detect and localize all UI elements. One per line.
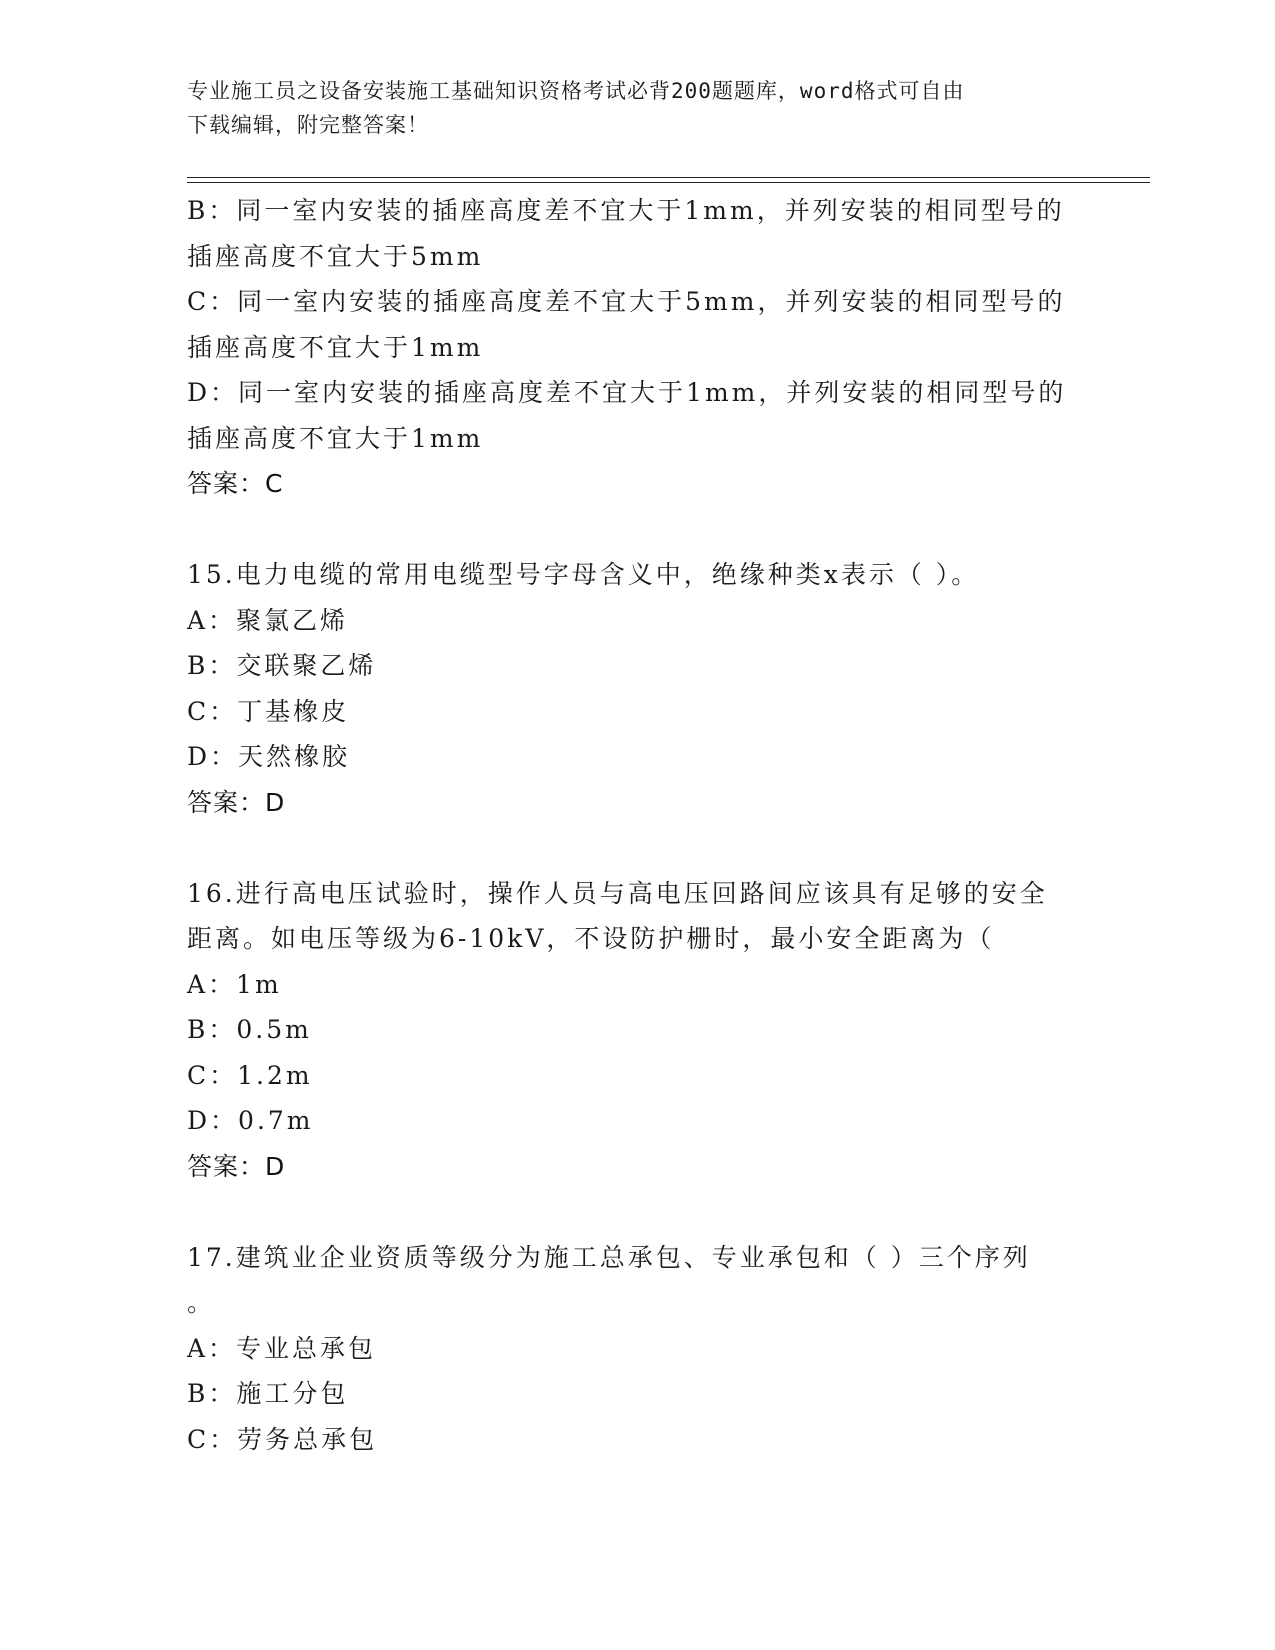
question-17: [187, 1235, 1087, 1463]
question-stem-line-1: 16.进行高电压试验时，操作人员与高电压回路间应该具有足够的安全: [187, 878, 1048, 908]
option-c-line-2: 插座高度不宜大于1mm: [187, 332, 484, 362]
option-b: B：0.5m: [187, 1015, 312, 1044]
option-c: C：劳务总承包: [187, 1424, 378, 1454]
option-b-line-2: 插座高度不宜大于5mm: [187, 241, 484, 271]
answer-line: 答案：D: [187, 1151, 286, 1181]
option-d: D：天然橡胶: [187, 742, 351, 771]
option-c: C：丁基橡皮: [187, 696, 350, 726]
option-c-line-1: C：同一室内安装的插座高度差不宜大于5mm，并列安装的相同型号的: [187, 287, 1066, 316]
option-b: B：施工分包: [187, 1379, 349, 1408]
question-16: [187, 871, 1087, 1190]
option-a: A：聚氯乙烯: [187, 605, 349, 635]
header-divider-bottom: [187, 182, 1150, 183]
question-list: [187, 188, 1087, 1462]
header-divider-top: [187, 177, 1150, 178]
question-15: [187, 552, 1087, 825]
question-gap: [187, 825, 1087, 871]
header-line-2: 下载编辑，附完整答案！: [187, 113, 429, 137]
question-gap: [187, 1189, 1087, 1235]
option-a: A：专业总承包: [187, 1333, 377, 1363]
question-stem-line-1: 17.建筑业企业资质等级分为施工总承包、专业承包和（ ）三个序列: [187, 1242, 1031, 1272]
question-gap: [187, 507, 1087, 553]
question-14-continued: [187, 188, 1087, 507]
question-stem-line-2: 距离。如电压等级为6-10kV，不设防护栅时，最小安全距离为（: [187, 924, 995, 953]
option-c: C：1.2m: [187, 1060, 313, 1090]
answer-line: 答案：C: [187, 469, 284, 498]
question-stem: 15.电力电缆的常用电缆型号字母含义中，绝缘种类x表示（ ）。: [187, 560, 980, 589]
option-d-line-2: 插座高度不宜大于1mm: [187, 423, 484, 453]
option-a: A：1m: [187, 969, 282, 999]
option-d-line-1: D：同一室内安装的插座高度差不宜大于1mm，并列安装的相同型号的: [187, 378, 1067, 407]
option-b: B：交联聚乙烯: [187, 651, 377, 680]
option-b-line-1: B：同一室内安装的插座高度差不宜大于1mm，并列安装的相同型号的: [187, 196, 1065, 225]
question-stem-line-2: 。: [187, 1288, 216, 1317]
answer-line: 答案：D: [187, 787, 286, 817]
option-d: D：0.7m: [187, 1106, 314, 1135]
header-line-1: 专业施工员之设备安装施工基础知识资格考试必背200题题库，word格式可自由: [187, 79, 965, 103]
document-header: [187, 74, 1067, 142]
